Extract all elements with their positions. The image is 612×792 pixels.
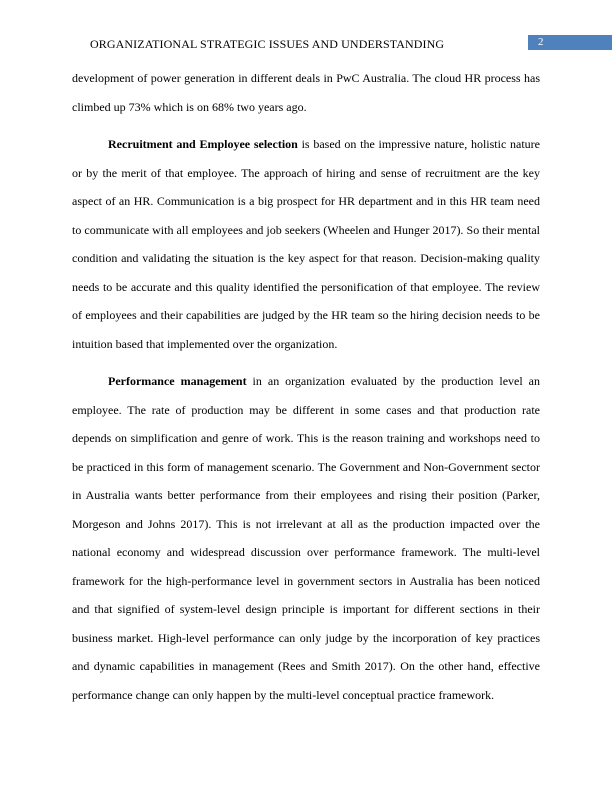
running-head-title: ORGANIZATIONAL STRATEGIC ISSUES AND UNDERSTANDING [90,37,445,51]
paragraph-text: in an organization evaluated by the production level an employee. The rate of production may be different in some cases and that production rate depends on simplification and genre of work. This is the reason training and workshops need to be practiced in this form of management scenario. The Government and Non-Government sector in Australia wants better performance from their employees and rising their position (Parker, Morgeson and Johns 2017). This is not irrelevant at all as the production impacted over the national economy and widespread discussion over performance framework. The multi-level framework for the high-performance level in government sectors in Australia has been noticed and that signified of system-level design principle is important for different sections in their business market. High-level performance can only judge by the incorporation of key practices and dynamic capabilities in management (Rees and Smith 2017). On the other hand, effective performance change can only happen by the multi-level conceptual practice framework. [72,374,540,702]
paragraph-heading: Recruitment and Employee selection [108,137,298,151]
document-body [72,64,540,709]
paragraph-performance [72,367,540,709]
paragraph-recruitment [72,130,540,358]
paragraph-text: is based on the impressive nature, holistic nature or by the merit of that employee. The approach of hiring and sense of recruitment are the key aspect of an HR. Communication is a big prospect for HR department and in this HR team need to communicate with all employees and job seekers (Wheelen and Hunger 2017). So their mental condition and validating the situation is the key aspect for that reason. Decision-making quality needs to be accurate and this quality identified the personification of that employee. The review of employees and their capabilities are judged by the HR team so the hiring decision needs to be intuition based that implemented over the organization. [72,137,540,351]
paragraph-heading: Performance management [108,374,247,388]
paragraph-text: development of power generation in different deals in PwC Australia. The cloud HR process has climbed up 73% which is on 68% two years ago. [72,71,540,114]
page-number-badge: 2 [528,35,612,50]
paragraph-continuation [72,64,540,121]
page-header [0,33,612,51]
